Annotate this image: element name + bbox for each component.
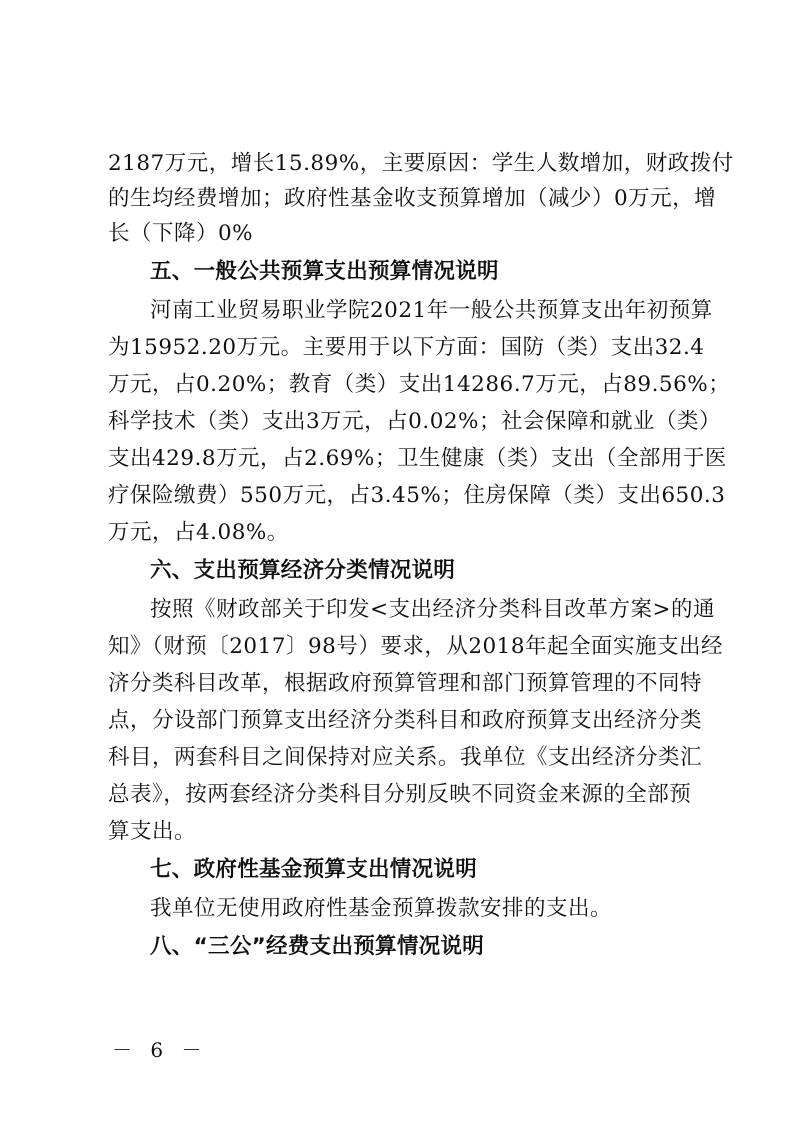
body-text-line: 的生均经费增加；政府性基金收支预算增加（减少）0万元，增 <box>108 186 717 211</box>
body-text-line: 万元，占4.08%。 <box>108 520 289 545</box>
body-text-line: 支出429.8万元，占2.69%；卫生健康（类）支出（全部用于医 <box>108 446 727 471</box>
body-text-line: 2187万元，增长15.89%，主要原因：学生人数增加，财政拨付 <box>108 151 734 176</box>
body-text-line: 点，分设部门预算支出经济分类科目和政府预算支出经济分类 <box>108 708 703 733</box>
body-text-line: 知》（财预〔2017〕98号）要求，从2018年起全面实施支出经 <box>108 634 724 659</box>
page-number: － 6 － <box>112 1038 208 1062</box>
section-heading-6: 六、支出预算经济分类情况说明 <box>150 558 456 583</box>
body-text-line: 长（下降）0% <box>108 221 254 246</box>
body-text-line: 济分类科目改革，根据政府预算管理和部门预算管理的不同特 <box>108 671 703 696</box>
body-text-line: 科目，两套科目之间保持对应关系。我单位《支出经济分类汇 <box>108 745 703 770</box>
body-text-line: 河南工业贸易职业学院2021年一般公共预算支出年初预算 <box>150 298 713 323</box>
section-heading-5: 五、一般公共预算支出预算情况说明 <box>150 259 499 284</box>
body-text-line: 疗保险缴费）550万元，占3.45%；住房保障（类）支出650.3 <box>108 483 726 508</box>
body-text-line: 按照《财政部关于印发<支出经济分类科目改革方案>的通 <box>150 597 716 622</box>
body-text-line: 万元，占0.20%；教育（类）支出14286.7万元，占89.56%； <box>108 372 731 397</box>
body-text-line: 为15952.20万元。主要用于以下方面：国防（类）支出32.4 <box>108 335 705 360</box>
section-heading-7: 七、政府性基金预算支出情况说明 <box>150 857 478 882</box>
body-text-line: 总表》，按两套经济分类科目分别反映不同资金来源的全部预 <box>108 782 692 807</box>
body-text-line: 算支出。 <box>108 819 197 844</box>
body-text-line: 科学技术（类）支出3万元，占0.02%；社会保障和就业（类） <box>108 409 721 434</box>
body-text-line: 我单位无使用政府性基金预算拨款安排的支出。 <box>150 896 613 921</box>
section-heading-8: 八、“三公”经费支出预算情况说明 <box>150 934 485 959</box>
